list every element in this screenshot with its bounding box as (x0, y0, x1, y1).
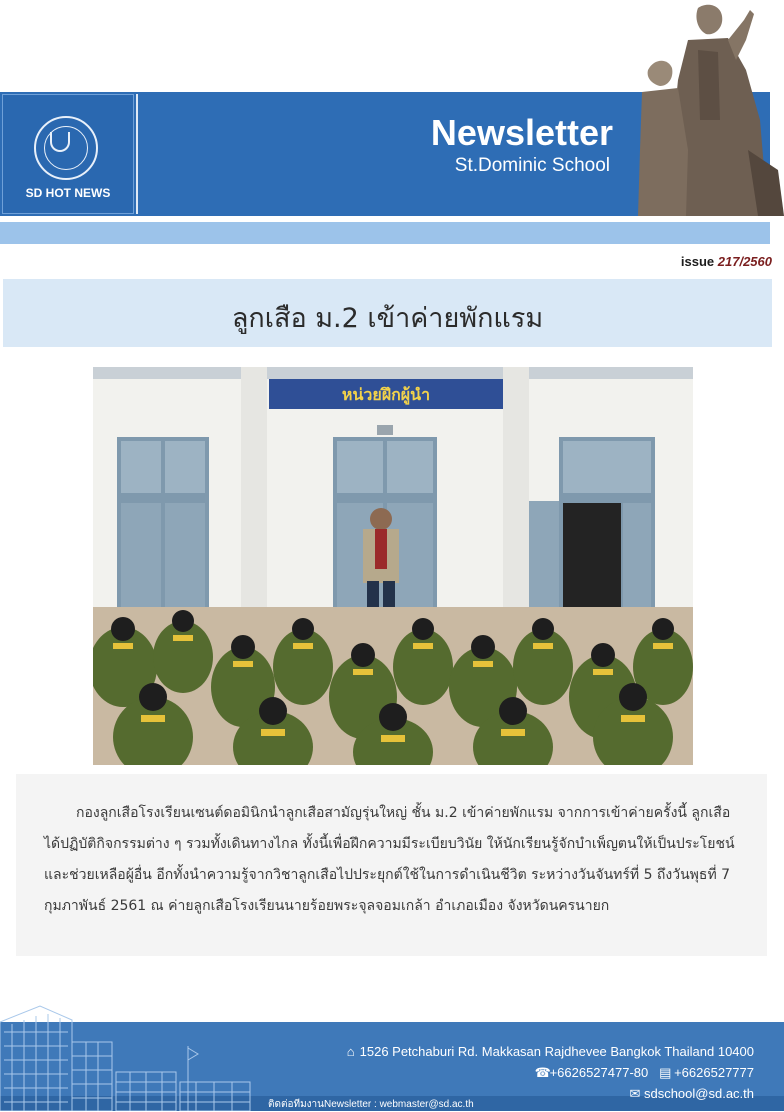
article-headline: ลูกเสือ ม.2 เข้าค่ายพักแรม (231, 303, 544, 334)
footer-contact-webmaster[interactable]: ติดต่อทีมงานNewsletter : webmaster@sd.ac.th (268, 1099, 474, 1110)
photo-sign-text: หน่วยฝึกผู้นำ (341, 385, 431, 404)
header-divider (136, 94, 138, 214)
statue-image (628, 0, 784, 216)
footer-address: ⌂ 1526 Petchaburi Rd. Makkasan Rajdhevee Bangkok Thailand 10400 (345, 1044, 754, 1059)
school-seal-logo (34, 116, 98, 180)
footer-email[interactable]: ✉ sdschool@sd.ac.th (629, 1086, 754, 1101)
fax-icon: ▤ (659, 1065, 672, 1080)
issue-prefix: issue (680, 254, 715, 269)
footer-phone-fax: ☎+6626527477-80 ▤ +6626527777 (534, 1065, 754, 1080)
issue-value: 217/2560 (717, 254, 772, 269)
sd-hot-news-label: SD HOT NEWS (25, 186, 111, 200)
city-skyline-illustration (0, 1002, 300, 1111)
issue-number (600, 254, 772, 269)
home-icon: ⌂ (346, 1044, 355, 1059)
newsletter-subtitle: St.Dominic School (454, 155, 610, 176)
phone-icon: ☎ (534, 1065, 551, 1080)
article-body: กองลูกเสือโรงเรียนเซนต์ดอมินิกนำลูกเสือสามัญรุ่นใหญ่ ชั้น ม.2 เข้าค่ายพักแรม จากการเข้าค่ายครั้งนี้ ลูกเสือได้ปฏิบัติกิจกรรมต่าง ๆ รวมทั้งเดินทางไกล ทั้งนี้เพื่อฝึกความมีระเบียบวินัย ให้นักเรียนรู้จักบำเพ็ญตนให้เป็นประโยชน์และช่วยเหลือผู้อื่น อีกทั้งนำความรู้จากวิชาลูกเสือไปประยุกต์ใช้ในการดำเนินชีวิต ระหว่างวันจันทร์ที่ 5 ถึงวันพุธที่ 7 กุมภาพันธ์ 2561 ณ ค่ายลูกเสือโรงเรียนนายร้อยพระจุลจอมเกล้า อำเภอเมือง จังหวัดนครนายก (44, 805, 735, 914)
header-underband (0, 222, 770, 244)
article-photo (93, 367, 693, 765)
envelope-icon: ✉ (629, 1086, 641, 1101)
newsletter-title: Newsletter (430, 112, 613, 153)
